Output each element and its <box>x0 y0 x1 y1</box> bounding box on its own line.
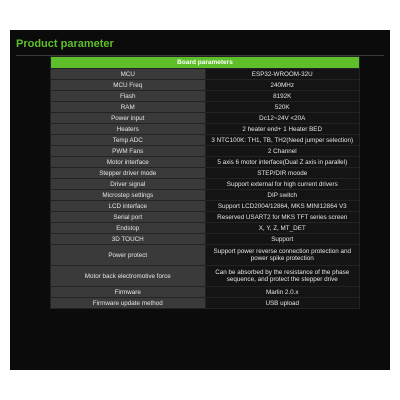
param-label: Firmware update method <box>51 298 206 309</box>
param-label: Microstep settings <box>51 190 206 201</box>
table-row <box>51 102 360 113</box>
table-row <box>51 223 360 234</box>
param-label: Motor back electromotive force <box>51 266 206 287</box>
table-row <box>51 157 360 168</box>
param-value: 520K <box>205 102 360 113</box>
section-heading: Product parameter <box>16 38 114 50</box>
param-value: Support power reverse connection protection and power spike protection <box>205 245 360 266</box>
param-label: MCU <box>51 69 206 80</box>
table-row <box>51 146 360 157</box>
param-value: Marlin 2.0.x <box>205 287 360 298</box>
param-value: 240MHz <box>205 80 360 91</box>
param-value: USB upload <box>205 298 360 309</box>
param-label: Power input <box>51 113 206 124</box>
param-label: Serial port <box>51 212 206 223</box>
table-row <box>51 287 360 298</box>
param-value: STEP/DIR moode <box>205 168 360 179</box>
param-value: Dc12~24V <20A <box>205 113 360 124</box>
param-label: Flash <box>51 91 206 102</box>
param-label: Firmware <box>51 287 206 298</box>
param-label: 3D TOUCH <box>51 234 206 245</box>
table-row <box>51 298 360 309</box>
table-header-row <box>51 57 360 69</box>
table-row <box>51 80 360 91</box>
param-label: RAM <box>51 102 206 113</box>
table-row <box>51 179 360 190</box>
board-parameters-table <box>50 56 360 309</box>
param-label: Power protect <box>51 245 206 266</box>
product-parameter-panel <box>10 30 390 370</box>
table-row <box>51 69 360 80</box>
param-label: Driver signal <box>51 179 206 190</box>
table-row <box>51 234 360 245</box>
param-value: Can be absorbed by the resistance of the phase sequence, and protect the stepper drive <box>205 266 360 287</box>
param-label: Endstop <box>51 223 206 234</box>
table-row <box>51 113 360 124</box>
param-value: 8192K <box>205 91 360 102</box>
table-row <box>51 266 360 287</box>
param-value: DIP switch <box>205 190 360 201</box>
table-row <box>51 135 360 146</box>
param-value: 3 NTC100K: TH1, TB, TH2(Need jumper selection) <box>205 135 360 146</box>
param-label: Motor interface <box>51 157 206 168</box>
param-label: Heaters <box>51 124 206 135</box>
param-value: X, Y, Z, MT_DET <box>205 223 360 234</box>
param-value: Support external for high current drivers <box>205 179 360 190</box>
table-row <box>51 190 360 201</box>
param-value: ESP32-WROOM-32U <box>205 69 360 80</box>
table-title: Board parameters <box>51 57 360 69</box>
table-row <box>51 212 360 223</box>
param-label: Stepper driver mode <box>51 168 206 179</box>
param-label: PWM Fans <box>51 146 206 157</box>
table-row <box>51 168 360 179</box>
param-label: LCD interface <box>51 201 206 212</box>
param-value: 2 heater end+ 1 Heater BED <box>205 124 360 135</box>
param-value: 5 axis 6 motor interface(Dual Z axis in parallel) <box>205 157 360 168</box>
table-row <box>51 124 360 135</box>
param-label: Temp ADC <box>51 135 206 146</box>
table-row <box>51 245 360 266</box>
table-row <box>51 201 360 212</box>
param-value: 2 Channel <box>205 146 360 157</box>
table-row <box>51 91 360 102</box>
param-value: Reserved USART2 for MKS TFT series screen <box>205 212 360 223</box>
param-value: Support LCD2004/12864, MKS MINI12864 V3 <box>205 201 360 212</box>
param-label: MCU Freq <box>51 80 206 91</box>
param-value: Support <box>205 234 360 245</box>
